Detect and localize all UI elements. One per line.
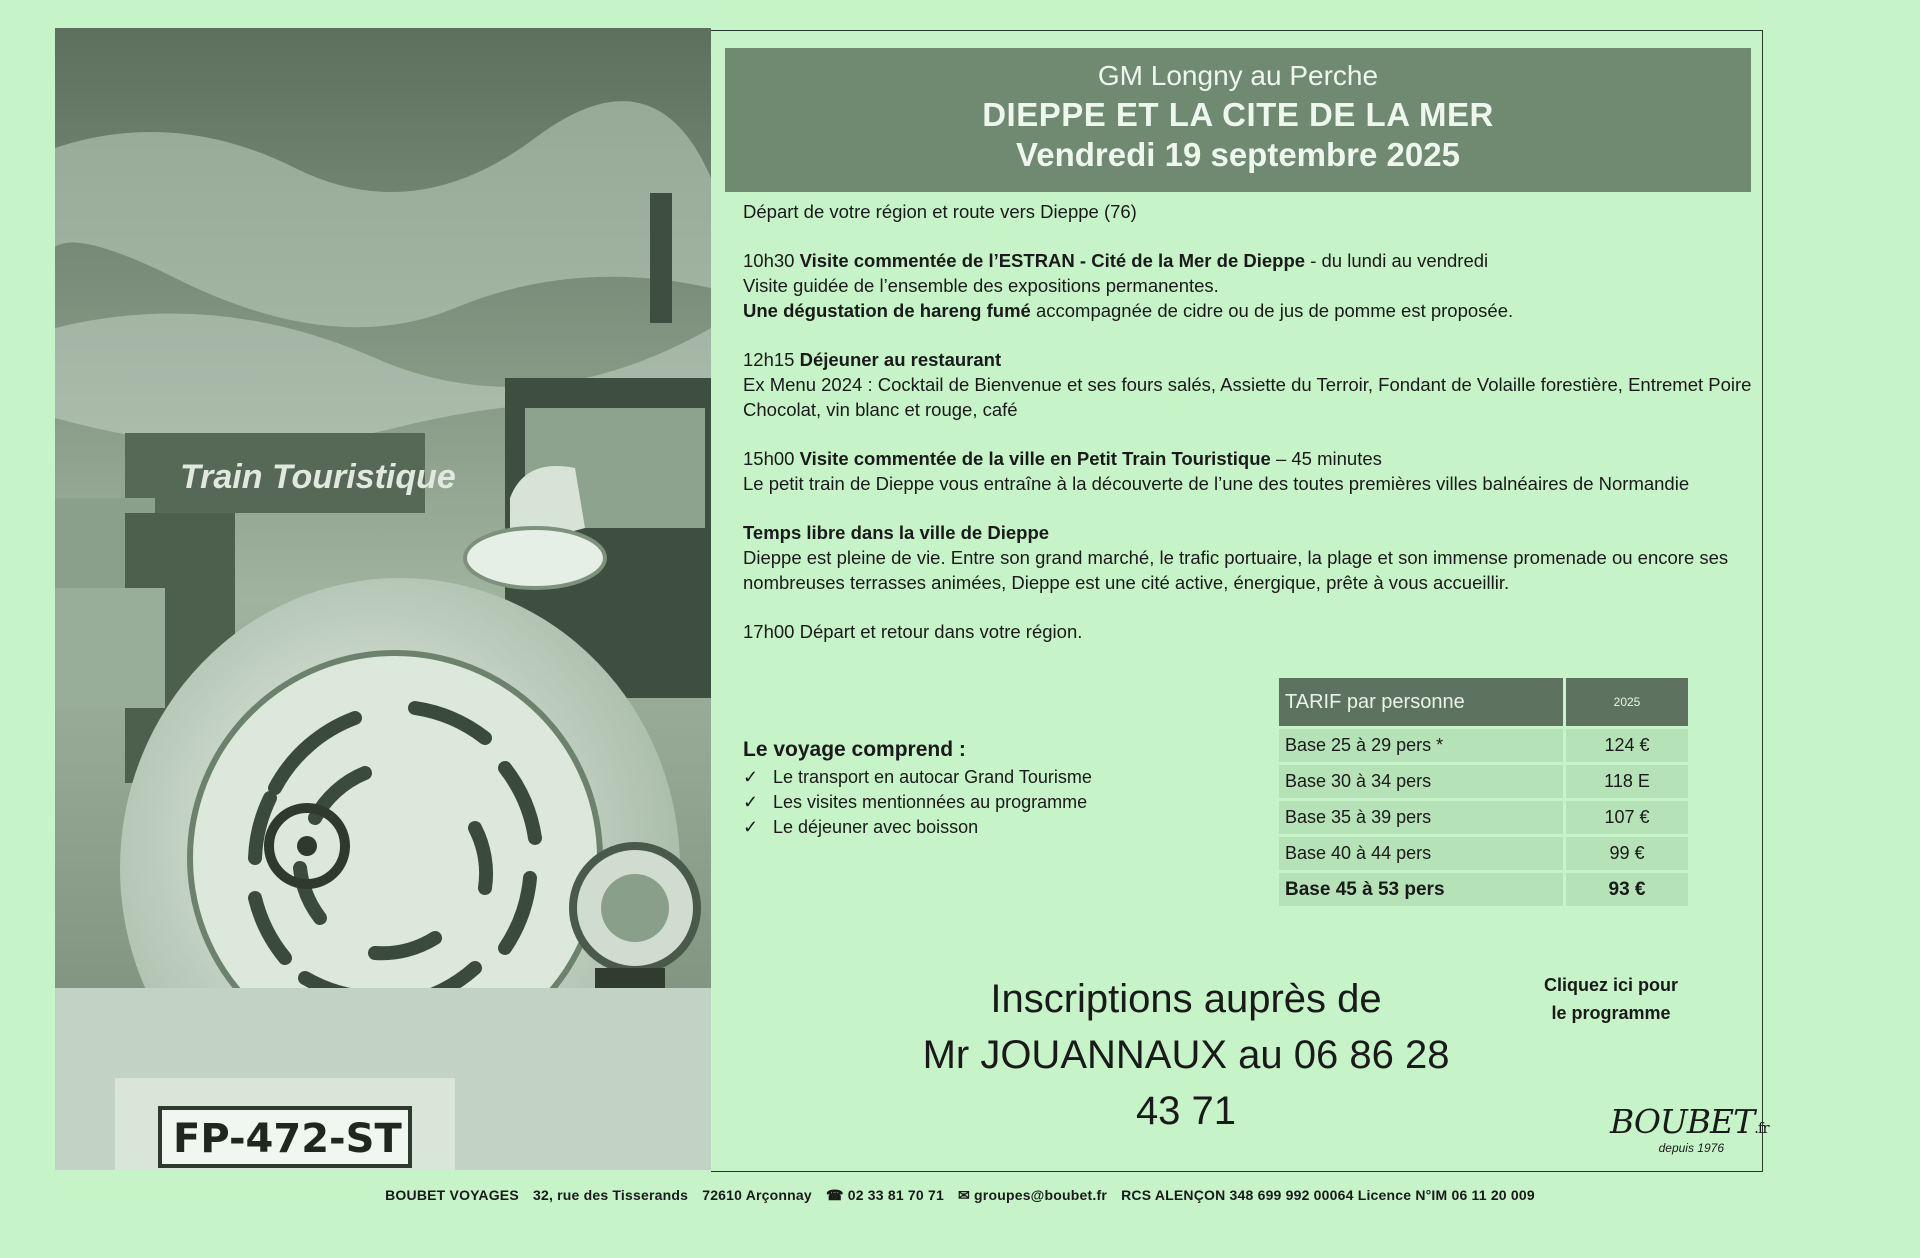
estran-visit: Visite guidée de l’ensemble des expositions permanentes. — [743, 275, 1219, 296]
footer-legal: RCS ALENÇON 348 699 992 00064 Licence N°IM 06 11 20 009 — [1121, 1187, 1535, 1203]
price-value: 107 € — [1566, 801, 1688, 834]
registration-line1: Inscriptions auprès de — [990, 977, 1382, 1021]
header-banner — [725, 48, 1751, 192]
lunch-title: Déjeuner au restaurant — [799, 349, 1002, 370]
price-base: Base 40 à 44 pers — [1279, 837, 1563, 870]
includes-heading: Le voyage comprend : — [743, 738, 966, 761]
table-row — [1279, 729, 1688, 762]
price-value: 93 € — [1566, 873, 1688, 906]
tarif-header-label: TARIF par personne — [1279, 678, 1563, 726]
list-item — [743, 790, 1092, 815]
tarif-header-year: 2025 — [1566, 678, 1688, 726]
registration-contact: Mr JOUANNAUX au 06 86 28 43 71 — [922, 1033, 1450, 1133]
program-link-line2: le programme — [1551, 1003, 1671, 1023]
departure-line: Départ de votre région et route vers Dieppe (76) — [743, 201, 1137, 222]
footer-company: BOUBET VOYAGES — [385, 1187, 519, 1203]
return-line: 17h00 Départ et retour dans votre région. — [743, 621, 1083, 642]
tourist-train-photo — [55, 28, 711, 1170]
free-time-title: Temps libre dans la ville de Dieppe — [743, 522, 1050, 543]
tasting-desc: accompagnée de cidre ou de jus de pomme est proposée. — [1030, 300, 1514, 321]
price-value: 99 € — [1566, 837, 1688, 870]
free-time-desc: Dieppe est pleine de vie. Entre son grand marché, le trafic portuaire, la plage et son immense promenade ou encore ses nombreuses terrasses animées, Dieppe est une cité active, énergique, prête à vous accueillir. — [743, 547, 1729, 593]
organizer-name: GM Longny au Perche — [1097, 60, 1379, 91]
price-base: Base 35 à 39 pers — [1279, 801, 1563, 834]
footer-city: 72610 Arçonnay — [702, 1187, 812, 1203]
lunch-block — [743, 347, 1753, 422]
license-plate-text: FP-472-ST — [173, 1116, 402, 1162]
check-icon: ✓ — [743, 817, 759, 837]
tasting-title: Une dégustation de hareng fumé — [743, 300, 1031, 321]
includes-list — [743, 737, 1092, 840]
logo-since: depuis 1976 — [1658, 1141, 1724, 1155]
lunch-menu: Ex Menu 2024 : Cocktail de Bienvenue et ses fours salés, Assiette du Terroir, Fondant de Volaille forestière, Entremet Poire Chocolat, vin blanc et rouge, café — [743, 374, 1752, 420]
registration-info — [906, 971, 1466, 1139]
train-time: 15h00 — [743, 448, 795, 469]
train-sign-text: Train Touristique — [180, 458, 456, 496]
list-item — [743, 765, 1092, 790]
logo-tld: .fr — [1754, 1119, 1769, 1137]
table-row — [1279, 873, 1688, 906]
free-time-block — [743, 520, 1753, 595]
estran-days: - du lundi au vendredi — [1305, 250, 1489, 271]
program-panel — [711, 30, 1769, 1172]
check-icon: ✓ — [743, 767, 759, 787]
estran-block — [743, 248, 1753, 323]
price-base: Base 45 à 53 pers — [1279, 873, 1563, 906]
price-value: 124 € — [1566, 729, 1688, 762]
footer-email[interactable]: ✉ groupes@boubet.fr — [958, 1187, 1107, 1203]
list-item — [743, 815, 1092, 840]
table-row — [1279, 801, 1688, 834]
train-title: Visite commentée de la ville en Petit Train Touristique — [799, 448, 1271, 469]
include-text: Le déjeuner avec boisson — [773, 817, 979, 837]
price-base: Base 25 à 29 pers * — [1279, 729, 1563, 762]
trip-title: DIEPPE ET LA CITE DE LA MER — [982, 96, 1494, 133]
logo-name: BOUBET — [1610, 1102, 1755, 1141]
footer-phone: ☎ 02 33 81 70 71 — [825, 1187, 944, 1203]
include-text: Les visites mentionnées au programme — [773, 792, 1088, 812]
check-icon: ✓ — [743, 792, 759, 812]
train-desc: Le petit train de Dieppe vous entraîne à la découverte de l’une des toutes premières villes balnéaires de Normandie — [743, 473, 1690, 494]
train-block — [743, 446, 1753, 496]
train-duration: – 45 minutes — [1270, 448, 1382, 469]
table-row — [1279, 837, 1688, 870]
price-table — [1276, 675, 1691, 909]
table-row — [1279, 765, 1688, 798]
include-text: Le transport en autocar Grand Tourisme — [773, 767, 1092, 787]
program-text — [743, 199, 1753, 668]
footer-contact — [0, 1187, 1920, 1204]
trip-date: Vendredi 19 septembre 2025 — [1016, 136, 1460, 173]
program-link[interactable] — [1526, 971, 1696, 1027]
price-base: Base 30 à 34 pers — [1279, 765, 1563, 798]
price-table-header — [1279, 678, 1688, 726]
lunch-time: 12h15 — [743, 349, 795, 370]
program-link-line1: Cliquez ici pour — [1543, 975, 1678, 995]
estran-title: Visite commentée de l’ESTRAN - Cité de la Mer de Dieppe — [799, 250, 1306, 271]
price-value: 118 E — [1566, 765, 1688, 798]
estran-time: 10h30 — [743, 250, 795, 271]
footer-street: 32, rue des Tisserands — [532, 1187, 689, 1203]
boubet-logo — [1610, 1102, 1769, 1155]
